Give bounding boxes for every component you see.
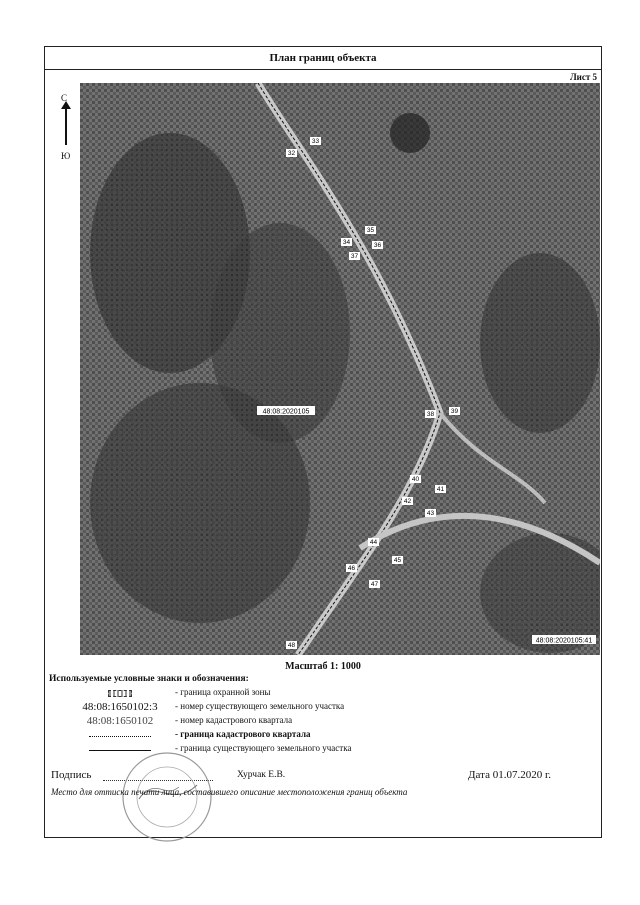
point-label: 36	[373, 242, 382, 249]
page-title: План границ объекта	[45, 47, 601, 70]
protection-zone-symbol	[108, 690, 132, 697]
point-label: 40	[411, 476, 420, 483]
aerial-map	[80, 83, 600, 655]
point-label: 43	[426, 510, 435, 517]
parcel-number-symbol: 48:08:1650102:3	[82, 701, 158, 713]
parcel-label-text: 48:08:2020105:41	[535, 637, 593, 645]
forest-area	[480, 253, 600, 433]
legend-item	[65, 715, 585, 729]
compass-north: С	[61, 93, 68, 103]
parcel-label-text: 48:08:2020105	[262, 408, 310, 416]
point-label: 34	[342, 239, 351, 246]
signature-date: Дата 01.07.2020 г.	[468, 769, 551, 781]
legend-item	[65, 687, 585, 701]
north-arrow-icon	[65, 107, 67, 145]
point-label: 46	[347, 565, 356, 572]
seal-stamp-icon	[117, 747, 217, 847]
stamp-note: Место для оттиска печати лица, составившего описание местоположения границ объекта	[51, 787, 408, 797]
sheet-number: Лист 5	[569, 72, 597, 82]
point-label: 45	[393, 557, 402, 564]
legend-text: - граница охранной зоны	[175, 687, 271, 697]
signature-label: Подпись	[51, 769, 92, 781]
point-label: 32	[287, 150, 296, 157]
point-label: 47	[370, 581, 379, 588]
legend-text: - номер существующего земельного участка	[175, 701, 345, 711]
point-label: 33	[311, 138, 320, 145]
signer-name: Хурчак Е.В.	[237, 770, 286, 780]
legend-item	[65, 729, 585, 743]
quarter-number-symbol: 48:08:1650102	[86, 715, 154, 727]
map-scale: Масштаб 1: 1000	[285, 661, 361, 672]
point-label: 42	[403, 498, 412, 505]
point-label: 48	[287, 642, 296, 649]
parcel-label	[532, 635, 596, 645]
dark-spot	[390, 113, 430, 153]
point-label: 37	[350, 253, 359, 260]
document-frame	[44, 46, 602, 838]
point-label: 35	[366, 227, 375, 234]
map-canvas	[80, 83, 600, 655]
legend-item	[65, 701, 585, 715]
compass-south: Ю	[61, 151, 71, 161]
legend-text: - граница существующего земельного участка	[175, 743, 352, 753]
compass	[57, 93, 77, 165]
point-label: 39	[450, 408, 459, 415]
forest-area	[90, 383, 310, 623]
point-label: 44	[369, 539, 378, 546]
point-label: 41	[436, 486, 445, 493]
quarter-boundary-symbol	[89, 736, 151, 737]
parcel-label	[257, 406, 315, 416]
legend-text: - граница кадастрового квартала	[175, 729, 311, 739]
legend-text: - номер кадастрового квартала	[175, 715, 293, 725]
legend-title: Используемые условные знаки и обозначения:	[49, 674, 249, 684]
point-label: 38	[426, 411, 435, 418]
